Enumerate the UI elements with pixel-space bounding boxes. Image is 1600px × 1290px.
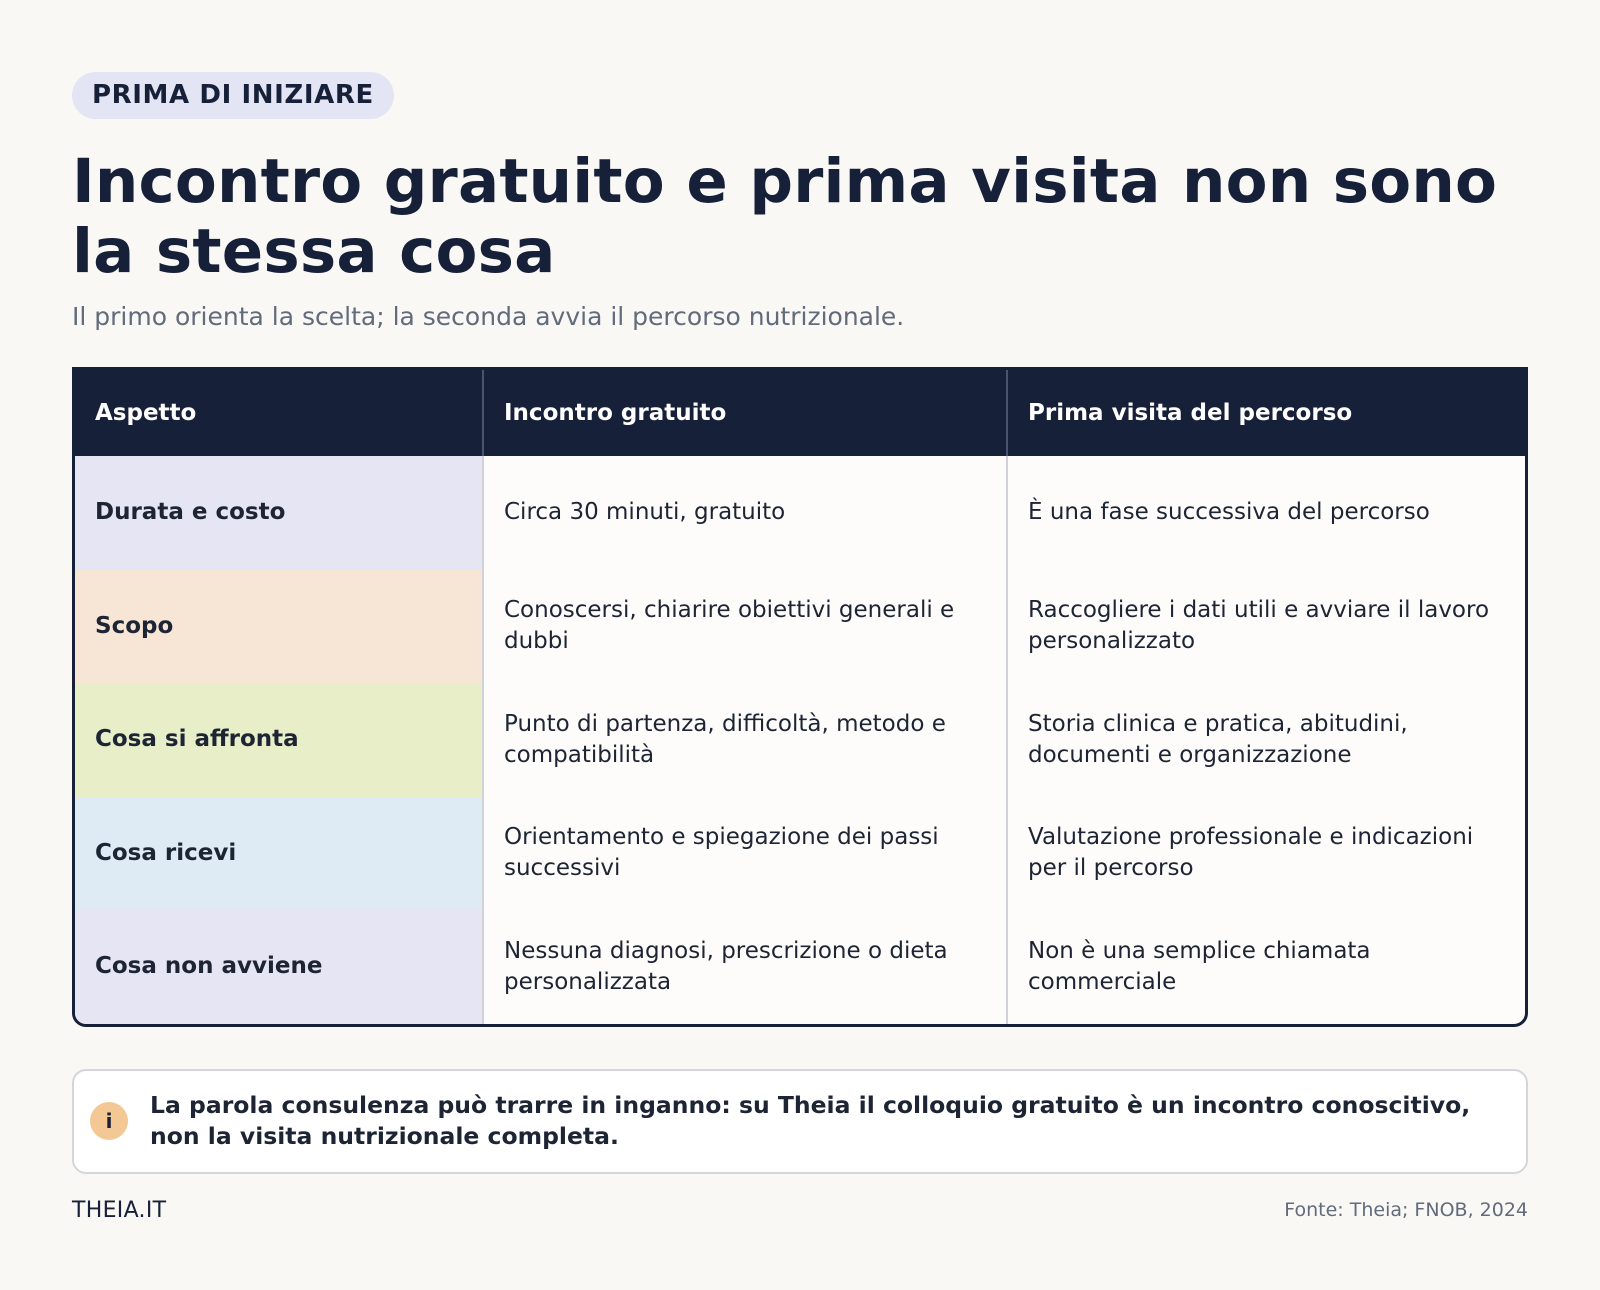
row-aspect-label: Cosa ricevi (75, 797, 483, 911)
table-header-row (75, 370, 1525, 456)
info-note-text: La parola consulenza può trarre in inganno: su Theia il colloquio gratuito è un incontro conoscitivo, non la visita nutrizionale completa. (150, 1091, 1471, 1150)
page-subtitle: Il primo orienta la scelta; la seconda avvia il percorso nutrizionale. (72, 302, 905, 331)
first-visit-cell: Raccogliere i dati utili e avviare il lavoro personalizzato (1028, 597, 1490, 655)
table-row (75, 910, 1525, 1024)
row-aspect-label: Scopo (75, 570, 483, 684)
table-row (75, 683, 1525, 797)
first-visit-cell: Non è una semplice chiamata commerciale (1028, 937, 1371, 995)
source-credit: Fonte: Theia; FNOB, 2024 (1284, 1199, 1528, 1221)
free-meeting-cell: Nessuna diagnosi, prescrizione o dieta personalizzata (483, 910, 1007, 1024)
column-header-free-meeting: Incontro gratuito (483, 370, 1007, 456)
row-aspect-label: Durata e costo (75, 456, 483, 570)
table-row (75, 456, 1525, 570)
row-aspect-label: Cosa si affronta (75, 683, 483, 797)
info-note (72, 1069, 1528, 1174)
free-meeting-cell: Circa 30 minuti, gratuito (483, 456, 1007, 570)
section-badge: PRIMA DI INIZIARE (72, 72, 394, 119)
footer (72, 1198, 1528, 1223)
first-visit-cell: È una fase successiva del percorso (1028, 499, 1430, 526)
info-icon: i (90, 1102, 128, 1140)
free-meeting-cell: Punto di partenza, difficoltà, metodo e compatibilità (483, 683, 1007, 797)
column-header-first-visit: Prima visita del percorso (1007, 370, 1525, 456)
table-row (75, 570, 1525, 684)
column-header-aspect: Aspetto (75, 370, 483, 456)
free-meeting-cell: Orientamento e spiegazione dei passi successivi (483, 797, 1007, 911)
page-title: Incontro gratuito e prima visita non sono la stessa cosa (72, 146, 1498, 287)
table-row (75, 797, 1525, 911)
comparison-table (72, 367, 1528, 1027)
brand-logo-text: THEIA.IT (72, 1197, 167, 1223)
first-visit-cell: Storia clinica e pratica, abitudini, documenti e organizzazione (1028, 710, 1408, 768)
row-aspect-label: Cosa non avviene (75, 910, 483, 1024)
first-visit-cell: Valutazione professionale e indicazioni per il percorso (1028, 824, 1474, 882)
free-meeting-cell: Conoscersi, chiarire obiettivi generali e dubbi (483, 570, 1007, 684)
